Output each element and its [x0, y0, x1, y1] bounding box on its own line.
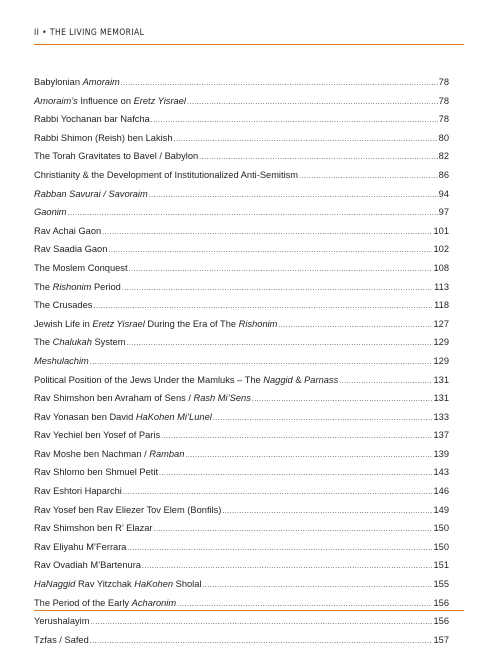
toc-page-number: 155	[433, 579, 449, 590]
running-header: II • THE LIVING MEMORIAL	[34, 28, 145, 38]
toc-entry	[34, 129, 449, 148]
toc-entry-title	[34, 426, 160, 445]
dot-leader	[177, 596, 432, 615]
toc-page-number: 129	[433, 355, 449, 366]
toc-title-text: Period	[91, 281, 121, 292]
toc-entry-title	[34, 73, 120, 92]
toc-page-number: 133	[433, 411, 449, 422]
dot-leader	[202, 577, 432, 596]
toc-title-text: Christianity & the Development of Institutionalized Anti-Semitism	[34, 169, 299, 180]
toc-title-text: The	[34, 337, 53, 348]
toc-title-text: The Crusades	[34, 300, 93, 311]
toc-title-text: The	[34, 281, 53, 292]
toc-page-number: 131	[433, 393, 449, 404]
toc-title-text: Rav Yechiel ben Yosef of Paris	[34, 430, 161, 441]
toc-title-text: Rav Shimshon ben R’ Elazar	[34, 523, 153, 534]
dot-leader	[68, 205, 438, 224]
toc-title-text: Sholal	[173, 579, 202, 590]
toc-page-number: 97	[438, 207, 449, 218]
toc-entry	[34, 73, 449, 92]
toc-entry	[34, 222, 449, 241]
toc-title-text: &	[292, 374, 305, 385]
dot-leader	[174, 131, 438, 150]
toc-entry-title	[34, 296, 92, 315]
toc-title-text: Rav Moshe ben Nachman /	[34, 448, 150, 459]
dot-leader	[127, 540, 432, 559]
toc-page-number: 118	[434, 300, 449, 311]
dot-leader	[252, 391, 433, 410]
toc-title-italic: HaKohen	[134, 579, 174, 590]
toc-entry	[34, 110, 449, 129]
toc-entry-title	[34, 575, 201, 594]
toc-title-text: Yerushalayim	[34, 616, 90, 627]
toc-entry	[34, 166, 449, 185]
toc-title-text: Political Position of the Jews Under the Mamluks – The	[34, 374, 264, 385]
toc-entry-title	[34, 371, 338, 390]
toc-entry	[34, 240, 449, 259]
toc-entry-title	[34, 222, 101, 241]
toc-entry	[34, 612, 449, 631]
toc-entry-title	[34, 240, 107, 259]
toc-entry-title	[34, 482, 122, 501]
toc-page-number: 80	[438, 132, 449, 143]
toc-page-number: 131	[433, 374, 449, 385]
dot-leader	[159, 465, 432, 484]
toc-entry-title	[34, 556, 141, 575]
toc-title-italic: Rishonim	[238, 318, 278, 329]
dot-leader	[126, 335, 432, 354]
toc-title-text: Rav Shlomo ben Shmuel Petit	[34, 467, 159, 478]
toc-entry	[34, 333, 449, 352]
toc-page-number: 94	[438, 188, 449, 199]
dot-leader	[161, 428, 432, 447]
toc-entry	[34, 408, 449, 427]
toc-entry	[34, 538, 449, 557]
dot-leader	[129, 261, 433, 280]
toc-entry	[34, 482, 449, 501]
dot-leader	[278, 317, 432, 336]
toc-entry	[34, 631, 449, 650]
toc-entry-title	[34, 278, 121, 297]
toc-page-number: 150	[433, 541, 449, 552]
toc-title-text: Rav Achai Gaon	[34, 225, 102, 236]
toc-page-number: 127	[433, 318, 449, 329]
toc-entry-title	[34, 408, 212, 427]
toc-title-italic: Rishonim	[52, 281, 92, 292]
toc-title-text: Rav Yitzchak	[75, 579, 135, 590]
toc-entry	[34, 278, 449, 297]
toc-title-text: Jewish Life in	[34, 318, 93, 329]
toc-entry-title	[34, 333, 125, 352]
toc-title-text: Babylonian	[34, 77, 83, 87]
toc-title-text: Rav Shimshon ben Avraham of Sens /	[34, 393, 194, 404]
toc-title-text: Rav Eshtori Haparchi	[34, 486, 122, 497]
dot-leader	[102, 224, 432, 243]
toc-title-italic: Rash Mi’Sens	[193, 393, 251, 404]
toc-page-number: 78	[438, 77, 449, 87]
dot-leader	[299, 168, 438, 187]
toc-entry	[34, 426, 449, 445]
toc-entry-title	[34, 147, 198, 166]
toc-title-text: Rabbi Yochanan bar Nafcha	[34, 114, 150, 125]
toc-title-italic: Amoraim	[82, 77, 120, 87]
toc-title-italic: HaKohen Mi’Lunel	[135, 411, 212, 422]
toc-title-italic: Ramban	[149, 448, 185, 459]
toc-title-text: Rabbi Shimon (Reish) ben Lakish	[34, 132, 173, 143]
toc-page-number: 102	[433, 244, 449, 255]
toc-entry	[34, 352, 449, 371]
toc-page-number: 78	[438, 95, 449, 106]
toc-title-text: Influence on	[77, 95, 134, 106]
toc-page-number: 78	[438, 114, 449, 125]
toc-title-text: Rav Saadia Gaon	[34, 244, 108, 255]
toc-entry-title	[34, 110, 150, 129]
toc-title-italic: Meshulachim	[34, 355, 89, 366]
toc-title-text: Rav Yosef ben Rav Eliezer Tov Elem (Bonfils)	[34, 504, 222, 515]
toc-entry	[34, 203, 449, 222]
footer-rule	[34, 610, 464, 611]
toc-title-text: System	[91, 337, 126, 348]
dot-leader	[151, 112, 438, 131]
toc-page-number: 156	[433, 616, 449, 627]
toc-entry-title	[34, 92, 186, 111]
toc-page-number: 139	[433, 448, 449, 459]
toc-title-text: The Period of the Early	[34, 597, 132, 608]
toc-entry-title	[34, 612, 89, 631]
toc-entry	[34, 185, 449, 204]
toc-entry	[34, 575, 449, 594]
toc-entry-title	[34, 185, 148, 204]
toc-entry-title	[34, 389, 251, 408]
toc-entry	[34, 445, 449, 464]
toc-title-italic: Rabban Savurai / Savoraim	[34, 188, 148, 199]
dot-leader	[108, 242, 432, 261]
toc-page-number: 149	[433, 504, 449, 515]
header-rule	[34, 44, 464, 45]
toc-title-text: Rav Ovadiah M’Bartenura	[34, 560, 141, 571]
toc-entry-title	[34, 538, 126, 557]
dot-leader	[154, 521, 433, 540]
toc-page-number: 86	[438, 169, 449, 180]
toc-entry-title	[34, 519, 153, 538]
dot-leader	[339, 373, 432, 392]
toc-entry-title	[34, 445, 184, 464]
toc-title-text: The Moslem Conquest	[34, 262, 128, 273]
toc-title-italic: Parnass	[304, 374, 339, 385]
dot-leader	[187, 94, 438, 113]
toc-title-italic: Acharonim	[131, 597, 177, 608]
dot-leader	[90, 614, 432, 633]
toc-entry	[34, 92, 449, 111]
toc-page-number: 101	[433, 225, 449, 236]
dot-leader	[122, 280, 433, 299]
dot-leader	[149, 187, 438, 206]
toc-title-italic: Eretz Yisrael	[133, 95, 186, 106]
dot-leader	[213, 410, 433, 429]
toc-entry-title	[34, 129, 173, 148]
toc-entry	[34, 259, 449, 278]
toc-entry	[34, 519, 449, 538]
toc-page-number: 82	[438, 151, 449, 162]
toc-page-number: 137	[433, 430, 449, 441]
toc-entry-title	[34, 501, 221, 520]
toc-entry	[34, 147, 449, 166]
toc-entry	[34, 389, 449, 408]
toc-title-text: Tzfas / Safed	[34, 634, 89, 645]
dot-leader	[222, 503, 432, 522]
toc-title-italic: HaNaggid	[34, 579, 76, 590]
toc-page-number: 150	[433, 523, 449, 534]
toc-page-number: 143	[433, 467, 449, 478]
toc-entry-title	[34, 352, 89, 371]
toc-page-number: 113	[434, 281, 449, 292]
toc-entry	[34, 501, 449, 520]
table-of-contents	[34, 73, 449, 649]
toc-entry	[34, 315, 449, 334]
toc-title-italic: Amoraim’s	[34, 95, 78, 106]
toc-page-number: 146	[433, 486, 449, 497]
toc-entry	[34, 556, 449, 575]
toc-title-text: Rav Yonasan ben David	[34, 411, 136, 422]
toc-page-number: 108	[433, 262, 449, 273]
toc-entry-title	[34, 203, 67, 222]
toc-title-italic: Chalukah	[52, 337, 92, 348]
toc-title-italic: Gaonim	[34, 207, 67, 218]
toc-entry-title	[34, 166, 298, 185]
dot-leader	[90, 633, 433, 651]
toc-title-text: During the Era of The	[144, 318, 239, 329]
toc-entry-title	[34, 631, 89, 650]
toc-entry	[34, 296, 449, 315]
toc-entry	[34, 371, 449, 390]
toc-entry-title	[34, 315, 277, 334]
dot-leader	[185, 447, 432, 466]
toc-entry-title	[34, 463, 158, 482]
toc-title-text: Rav Eliyahu M’Ferrara	[34, 541, 127, 552]
toc-title-italic: Naggid	[263, 374, 293, 385]
toc-entry-title	[34, 259, 128, 278]
toc-page-number: 151	[433, 560, 449, 571]
toc-page-number: 156	[433, 597, 449, 608]
toc-page-number: 157	[433, 634, 449, 645]
toc-title-italic: Eretz Yisrael	[92, 318, 145, 329]
toc-page-number: 129	[433, 337, 449, 348]
toc-title-text: The Torah Gravitates to Bavel / Babylon	[34, 151, 199, 162]
toc-entry	[34, 463, 449, 482]
